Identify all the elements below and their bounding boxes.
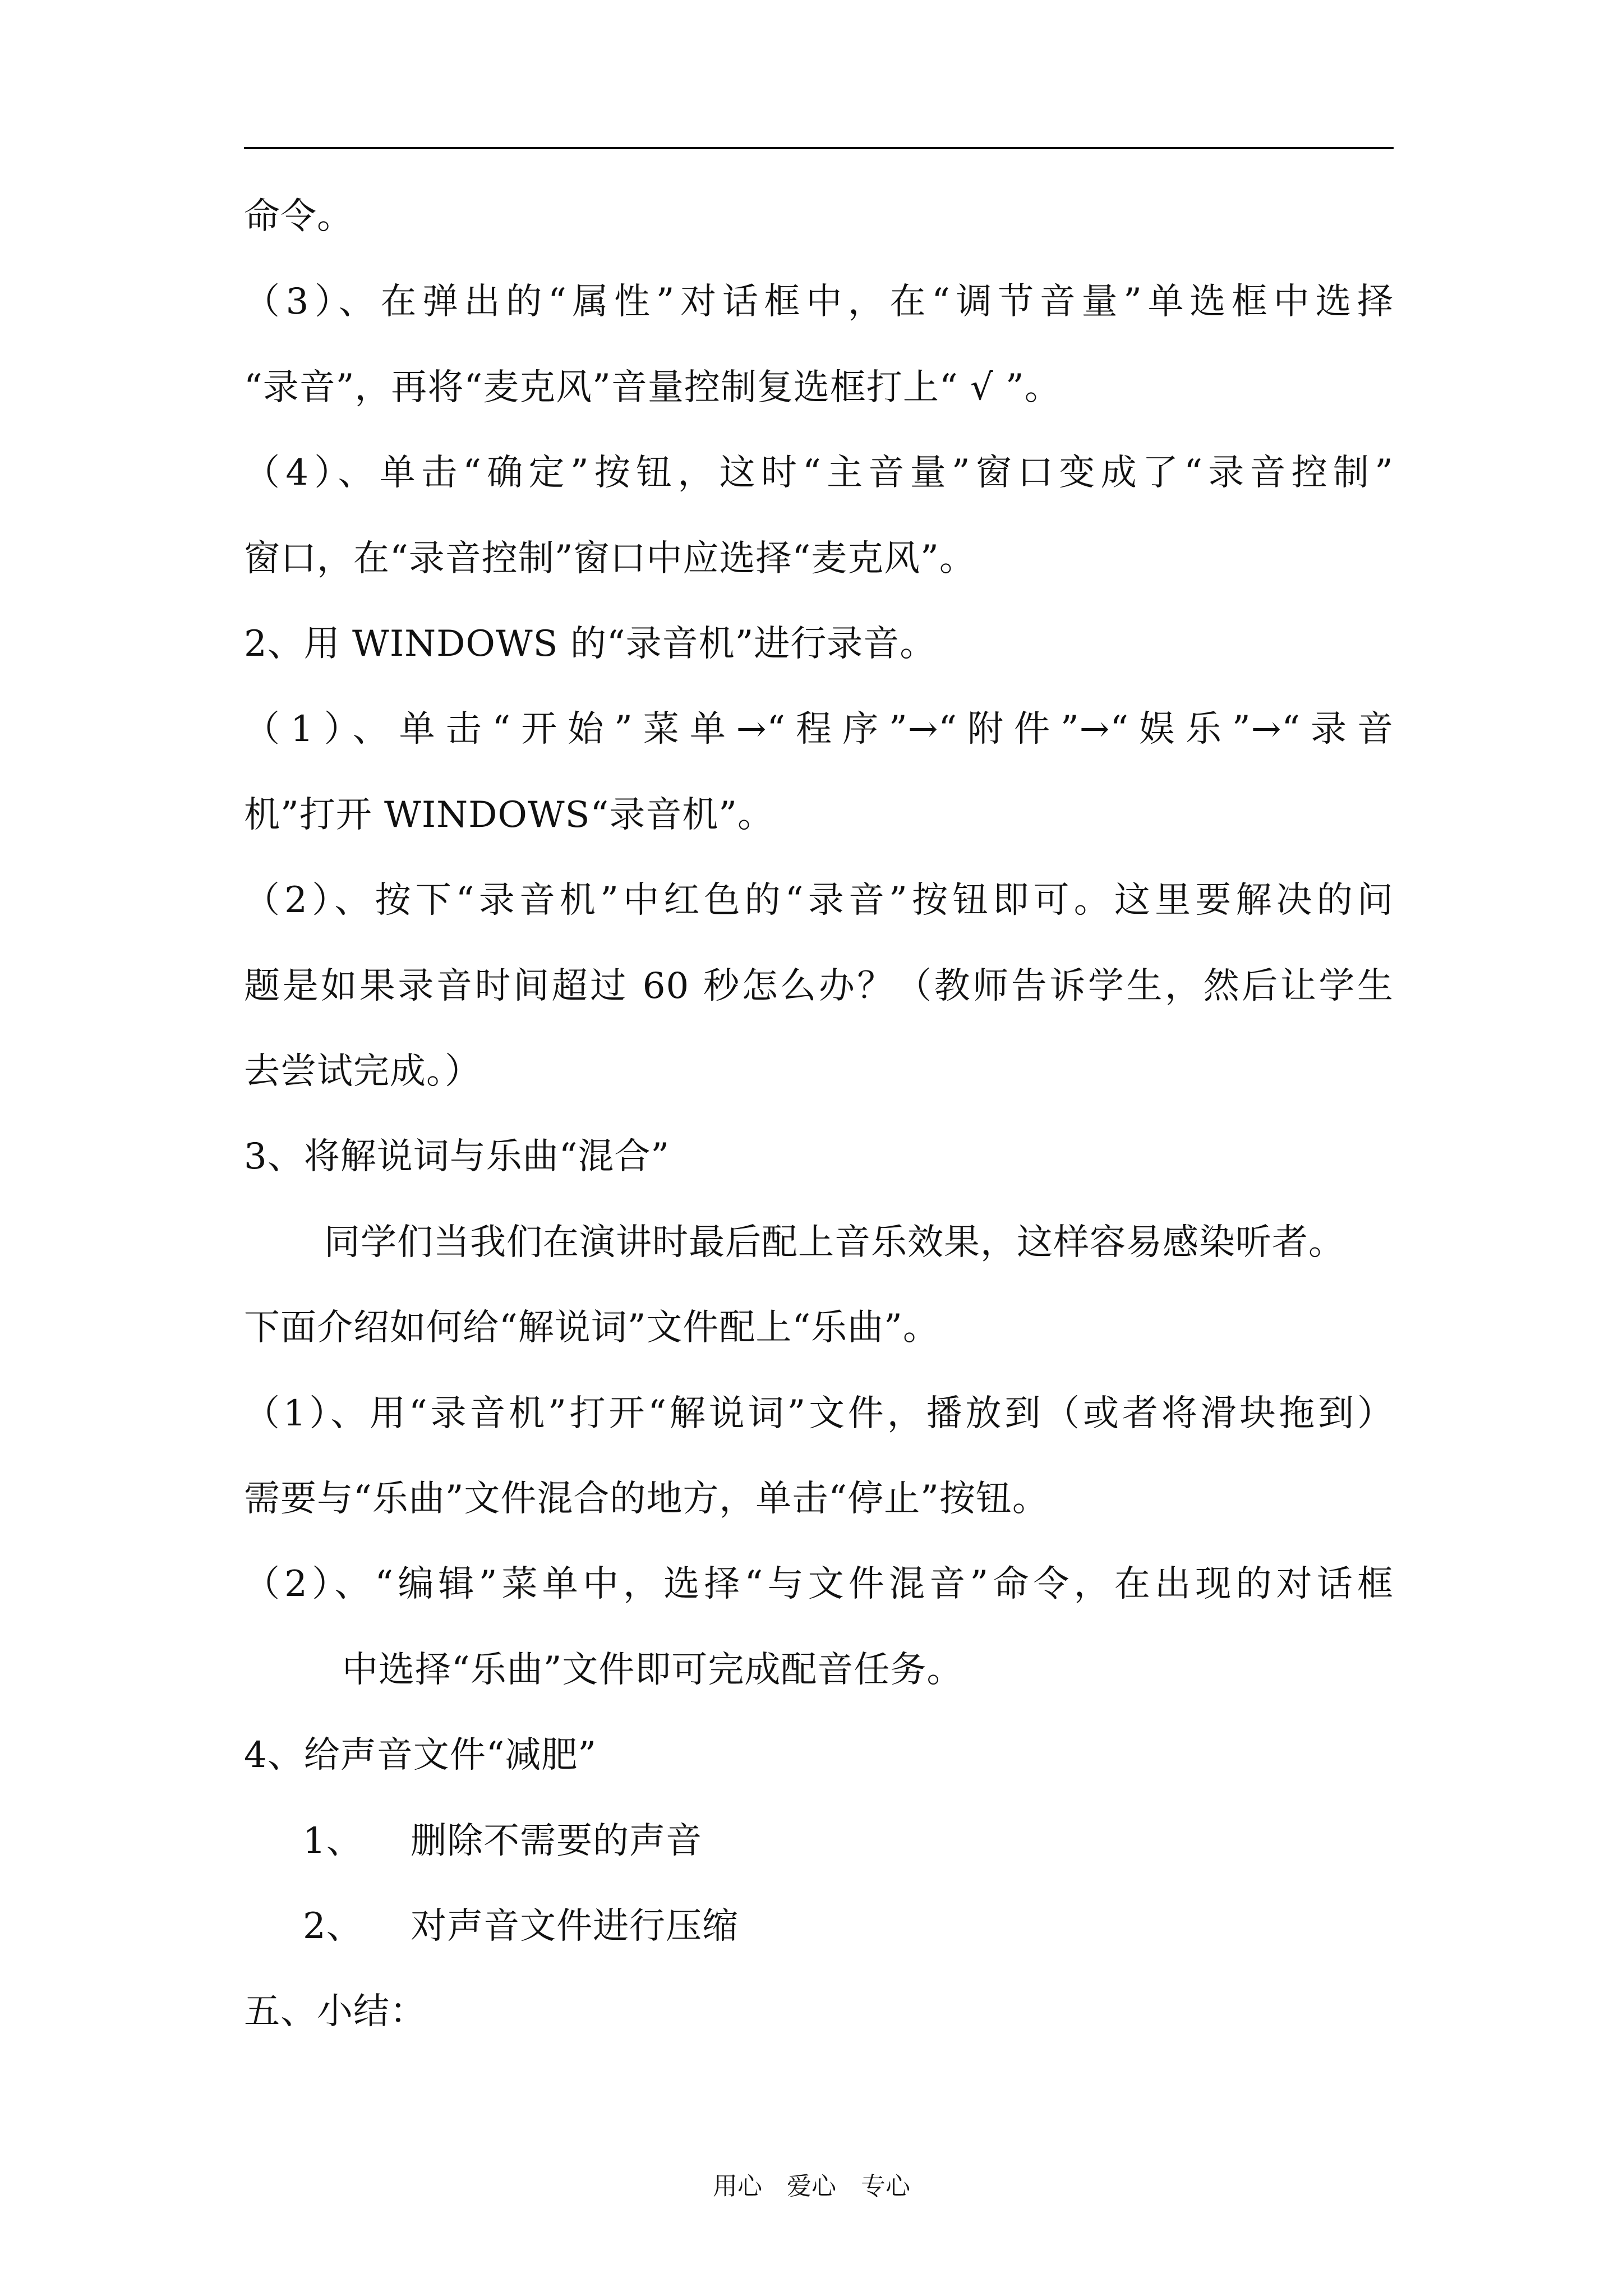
- text-line-5: 窗口，在“录音控制”窗口中应选择“麦克风”。: [244, 538, 976, 579]
- text-line-4: （4）、单击“确定”按钮，这时“主音量”窗口变成了“录音控制”: [244, 452, 1394, 494]
- page-footer: 用心 爱心 专心: [713, 2172, 910, 2201]
- text-line-9: （2）、按下“录音机”中红色的“录音”按钮即可。这里要解决的问: [244, 880, 1394, 921]
- text-line-8: 机”打开 WINDOWS“录音机”。: [244, 794, 774, 836]
- text-line-11: 去尝试完成。）: [244, 1051, 481, 1092]
- text-line-2: （3）、在弹出的“属性”对话框中，在“调节音量”单选框中选择: [244, 281, 1394, 323]
- text-line-10: 题是如果录音时间超过 60 秒怎么办？（教师告诉学生，然后让学生: [244, 965, 1394, 1007]
- text-line-1: 命令。: [244, 196, 353, 237]
- text-line-16: 需要与“乐曲”文件混合的地方，单击“停止”按钮。: [244, 1478, 1049, 1520]
- section-heading-2: 2、用 WINDOWS 的“录音机”进行录音。: [244, 623, 937, 665]
- list-item-1: 1、 删除不需要的声音: [303, 1820, 703, 1862]
- text-line-15: （1）、用“录音机”打开“解说词”文件，播放到（或者将滑块拖到）: [244, 1393, 1394, 1434]
- text-line-13: 同学们当我们在演讲时最后配上音乐效果，这样容易感染听者。: [324, 1222, 1345, 1263]
- header-rule: [244, 147, 1394, 149]
- section-heading-4: 4、给声音文件“减肥”: [244, 1734, 597, 1776]
- section-heading-5: 五、小结：: [244, 1991, 426, 2032]
- text-line-3: “录音”，再将“麦克风”音量控制复选框打上“ √ ”。: [244, 367, 1061, 408]
- text-line-18: 中选择“乐曲”文件即可完成配音任务。: [342, 1649, 963, 1691]
- text-line-7: （1）、单击“开始”菜单→“程序”→“附件”→“娱乐”→“录音: [244, 708, 1394, 750]
- text-line-17: （2）、“编辑”菜单中，选择“与文件混音”命令，在出现的对话框: [244, 1563, 1394, 1605]
- list-item-2: 2、 对声音文件进行压缩: [303, 1906, 739, 1947]
- text-line-14: 下面介绍如何给“解说词”文件配上“乐曲”。: [244, 1307, 939, 1349]
- section-heading-3: 3、将解说词与乐曲“混合”: [244, 1136, 670, 1177]
